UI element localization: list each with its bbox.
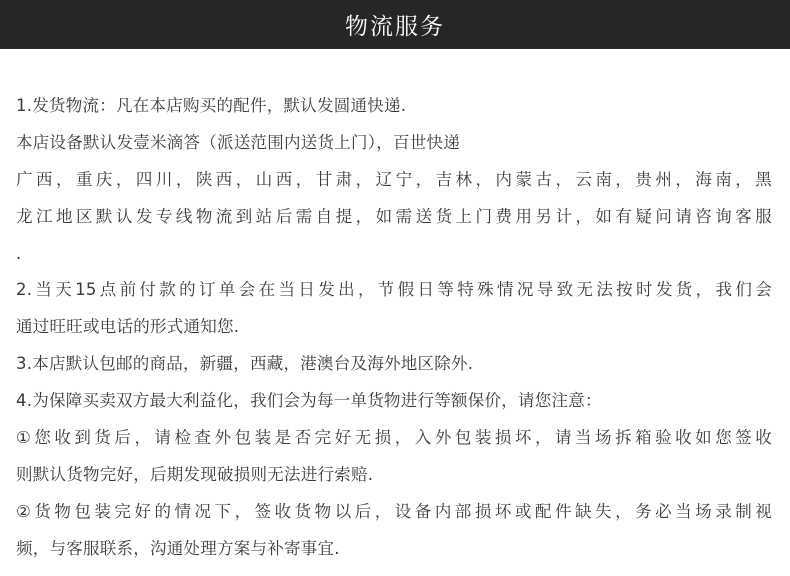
policy-line-10: ①您收到货后，请检查外包装是否完好无损，入外包装损坏，请当场拆箱验收如您签收 xyxy=(16,428,772,448)
title-bar xyxy=(0,0,790,49)
policy-line-1: 1.发货物流：凡在本店购买的配件，默认发圆通快递. xyxy=(16,96,407,115)
policy-line-7: 通过旺旺或电话的形式通知您. xyxy=(16,317,240,337)
policy-line-5: . xyxy=(16,243,22,263)
policy-line-2: 本店设备默认发壹米滴答（派送范围内送货上门），百世快递 xyxy=(16,132,460,152)
policy-line-3: 广西，重庆，四川，陕西，山西，甘肃，辽宁，吉林，内蒙古，云南，贵州，海南，黑 xyxy=(16,169,772,189)
policy-line-4: 龙江地区默认发专线物流到站后需自提，如需送货上门费用另计，如有疑问请咨询客服 xyxy=(16,206,772,226)
logistics-policy-text xyxy=(16,88,772,568)
policy-line-8: 3.本店默认包邮的商品，新疆，西藏，港澳台及海外地区除外. xyxy=(16,354,474,374)
policy-line-6: 2.当天15点前付款的订单会在当日发出，节假日等特殊情况导致无法按时发货，我们会 xyxy=(16,280,772,300)
policy-line-12: ②货物包装完好的情况下，签收货物以后，设备内部损坏或配件缺失，务必当场录制视 xyxy=(16,501,772,521)
policy-line-9: 4.为保障买卖双方最大利益化，我们会为每一单货物进行等额保价，请您注意： xyxy=(16,391,602,411)
policy-line-13: 频，与客服联系，沟通处理方案与补寄事宜. xyxy=(16,538,340,558)
page-title: 物流服务 xyxy=(345,14,445,40)
policy-line-11: 则默认货物完好，后期发现破损则无法进行索赔. xyxy=(16,464,374,484)
